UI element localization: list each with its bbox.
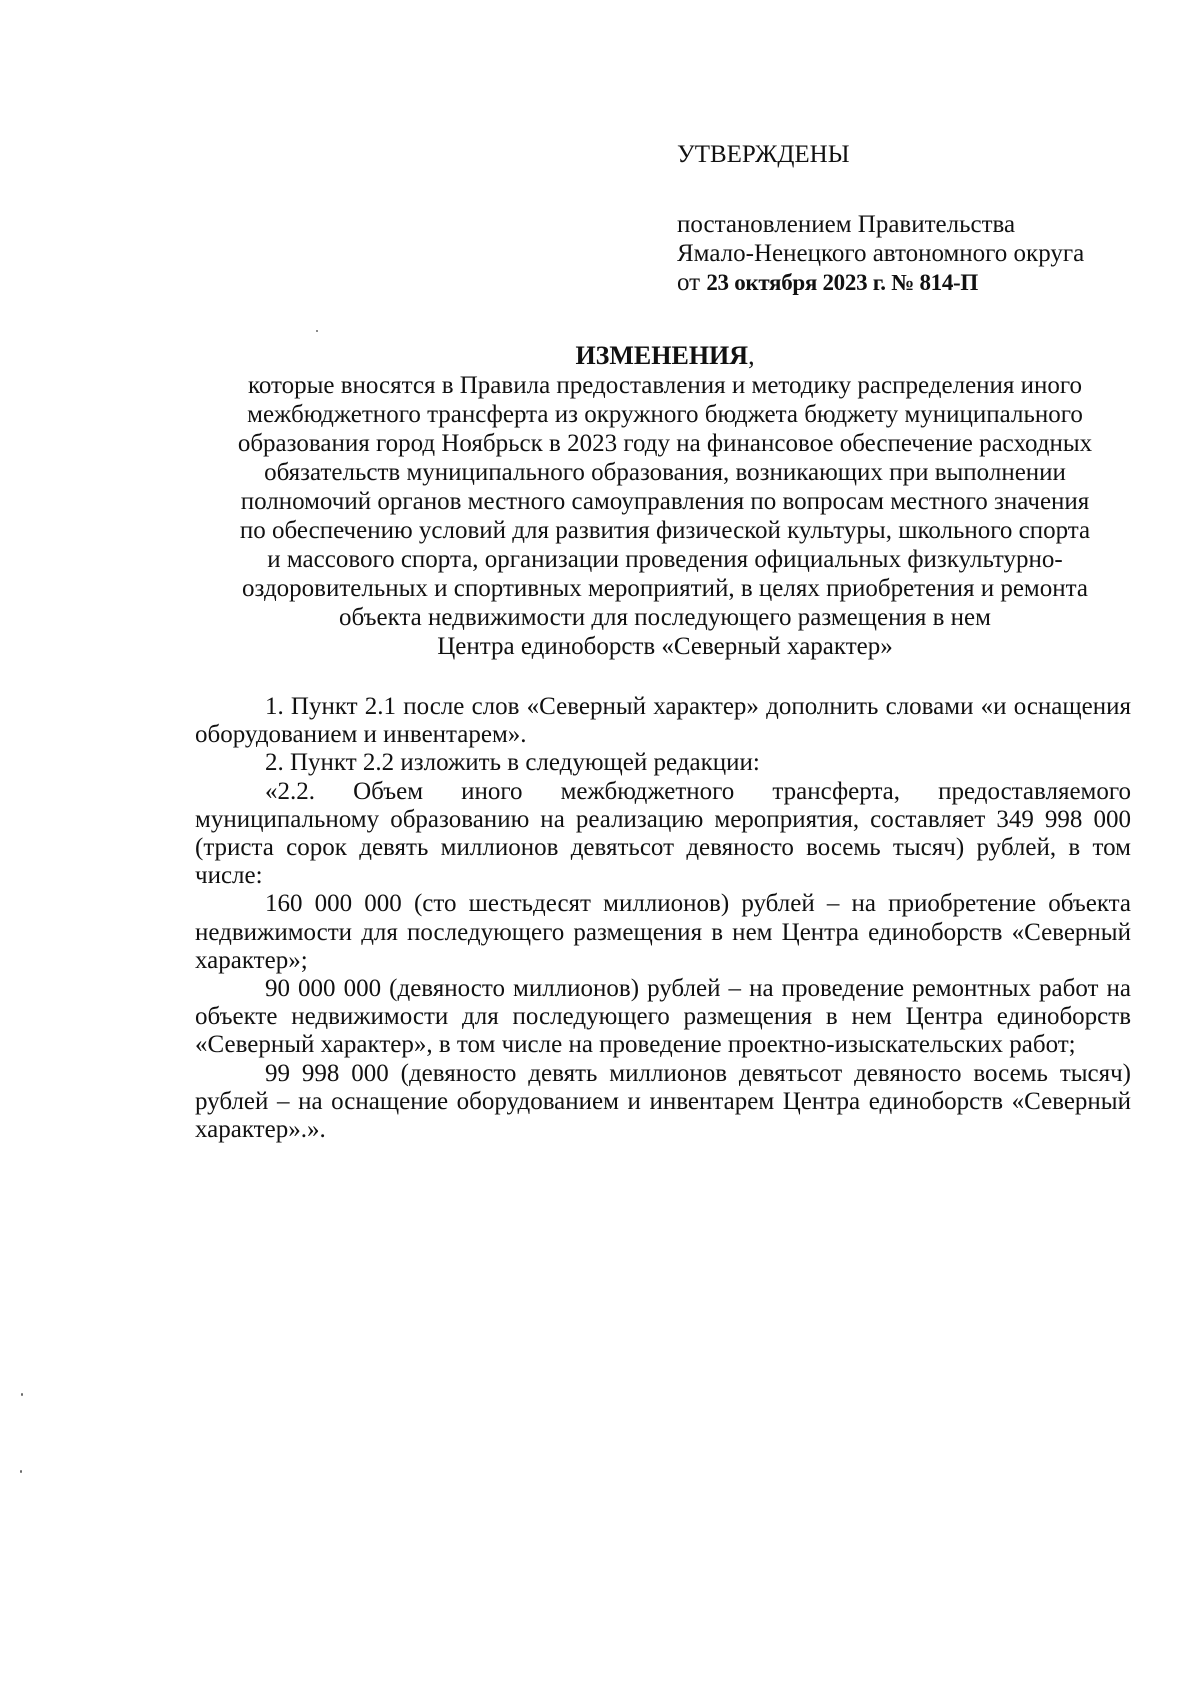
heading-title-suffix: , <box>748 341 755 370</box>
heading-line: которые вносятся в Правила предоставления и методику распределения иного <box>247 372 1083 399</box>
heading-title-text: ИЗМЕНЕНИЯ <box>575 341 749 370</box>
heading-line: объекта недвижимости для последующего размещения в нем <box>339 604 991 631</box>
heading-line: Центра единоборств «Северный характер» <box>437 633 893 660</box>
approval-date-line <box>677 268 1177 297</box>
heading-title <box>195 341 1135 371</box>
heading-line: и массового спорта, организации проведения официальных физкультурно- <box>267 546 1063 573</box>
heading-line: обязательств муниципального образования, возникающих при выполнении <box>264 459 1066 486</box>
scan-speck <box>316 330 318 332</box>
document-heading <box>195 341 1135 661</box>
scan-speck <box>20 1470 22 1473</box>
heading-line: межбюджетного трансферта из окружного бюджета бюджету муниципального <box>247 401 1083 428</box>
heading-line: образования город Ноябрьск в 2023 году на финансовое обеспечение расходных <box>237 430 1093 457</box>
approval-date-prefix: от <box>677 269 707 296</box>
body-paragraph: «2.2. Объем иного межбюджетного трансферта, предоставляемого муниципальному образованию на реализацию мероприятия, составляет 349 998 000 (триста сорок девять миллионов девятьсот девяносто восемь тысяч) рублей, в том числе: <box>195 777 1131 890</box>
heading-line: полномочий органов местного самоуправления по вопросам местного значения <box>240 488 1090 515</box>
heading-line: оздоровительных и спортивных мероприятий, в целях приобретения и ремонта <box>242 575 1088 602</box>
approval-line-2: Ямало-Ненецкого автономного округа <box>677 240 1085 267</box>
approval-date: 23 октября 2023 г. № 814-П <box>706 270 978 295</box>
approval-block <box>677 140 1177 297</box>
body-paragraph: 99 998 000 (девяносто девять миллионов девятьсот девяносто восемь тысяч) рублей – на оснащение оборудованием и инвентарем Центра единоборств «Северный характер».». <box>195 1059 1131 1144</box>
heading-line: по обеспечению условий для развития физической культуры, школьного спорта <box>239 517 1091 544</box>
body-paragraph: 160 000 000 (сто шестьдесят миллионов) рублей – на приобретение объекта недвижимости для последующего размещения в нем Центра единоборств «Северный характер»; <box>195 890 1131 974</box>
scan-speck <box>21 1393 23 1396</box>
approval-title: УТВЕРЖДЕНЫ <box>677 141 850 168</box>
body-paragraph: 2. Пункт 2.2 изложить в следующей редакции: <box>265 749 760 777</box>
body-paragraph: 1. Пункт 2.1 после слов «Северный характер» дополнить словами «и оснащения оборудованием и инвентарем». <box>195 693 1131 749</box>
body-paragraph: 90 000 000 (девяносто миллионов) рублей – на проведение ремонтных работ на объекте недвижимости для последующего размещения в нем Центра единоборств «Северный характер», в том числе на проведение проектно-изыскательских работ; <box>195 975 1131 1059</box>
document-body <box>195 693 1131 1144</box>
approval-line-1: постановлением Правительства <box>677 211 1016 238</box>
